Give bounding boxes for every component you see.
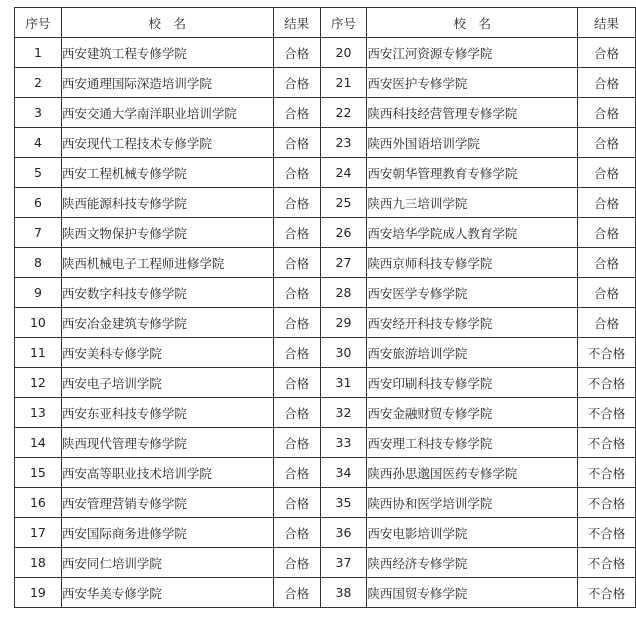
- school-name-cell: 西安通理国际深造培训学院: [61, 68, 273, 98]
- table-row: [15, 218, 636, 248]
- result-cell: 不合格: [578, 458, 636, 488]
- seq-cell: 8: [15, 248, 62, 278]
- seq-cell: 34: [320, 458, 367, 488]
- seq-cell: 23: [320, 128, 367, 158]
- table-row: [15, 458, 636, 488]
- header-name-left: 校 名: [61, 8, 273, 38]
- school-name-cell: 陕西现代管理专修学院: [61, 428, 273, 458]
- result-cell: 不合格: [578, 518, 636, 548]
- table-body: [15, 38, 636, 608]
- school-name-cell: 陕西国贸专修学院: [367, 578, 578, 608]
- seq-cell: 9: [15, 278, 62, 308]
- result-cell: 合格: [273, 98, 320, 128]
- result-cell: 合格: [578, 158, 636, 188]
- result-cell: 合格: [273, 248, 320, 278]
- seq-cell: 35: [320, 488, 367, 518]
- result-cell: 合格: [578, 248, 636, 278]
- header-result-right: 结果: [578, 8, 636, 38]
- school-name-cell: 西安工程机械专修学院: [61, 158, 273, 188]
- result-cell: 合格: [273, 38, 320, 68]
- table-row: [15, 398, 636, 428]
- school-name-cell: 陕西九三培训学院: [367, 188, 578, 218]
- seq-cell: 6: [15, 188, 62, 218]
- header-name-right: 校 名: [367, 8, 578, 38]
- table-row: [15, 248, 636, 278]
- result-cell: 合格: [578, 218, 636, 248]
- result-cell: 合格: [273, 308, 320, 338]
- table-row: [15, 338, 636, 368]
- school-name-cell: 西安电子培训学院: [61, 368, 273, 398]
- seq-cell: 7: [15, 218, 62, 248]
- seq-cell: 31: [320, 368, 367, 398]
- school-name-cell: 陕西能源科技专修学院: [61, 188, 273, 218]
- school-name-cell: 西安电影培训学院: [367, 518, 578, 548]
- header-seq-left: 序号: [15, 8, 62, 38]
- result-cell: 合格: [273, 218, 320, 248]
- schools-result-table: [14, 7, 636, 608]
- seq-cell: 13: [15, 398, 62, 428]
- result-cell: 合格: [578, 308, 636, 338]
- table-row: [15, 68, 636, 98]
- result-cell: 合格: [273, 488, 320, 518]
- school-name-cell: 陕西经济专修学院: [367, 548, 578, 578]
- seq-cell: 22: [320, 98, 367, 128]
- result-cell: 合格: [578, 68, 636, 98]
- result-cell: 合格: [273, 548, 320, 578]
- seq-cell: 5: [15, 158, 62, 188]
- seq-cell: 21: [320, 68, 367, 98]
- result-cell: 不合格: [578, 338, 636, 368]
- seq-cell: 37: [320, 548, 367, 578]
- school-name-cell: 西安现代工程技术专修学院: [61, 128, 273, 158]
- seq-cell: 12: [15, 368, 62, 398]
- seq-cell: 18: [15, 548, 62, 578]
- school-name-cell: 西安江河资源专修学院: [367, 38, 578, 68]
- table-row: [15, 518, 636, 548]
- school-name-cell: 陕西协和医学培训学院: [367, 488, 578, 518]
- school-name-cell: 西安医学专修学院: [367, 278, 578, 308]
- result-cell: 合格: [273, 188, 320, 218]
- school-name-cell: 陕西外国语培训学院: [367, 128, 578, 158]
- seq-cell: 27: [320, 248, 367, 278]
- result-cell: 合格: [578, 98, 636, 128]
- result-cell: 合格: [578, 188, 636, 218]
- result-cell: 合格: [273, 458, 320, 488]
- result-cell: 合格: [273, 398, 320, 428]
- result-cell: 合格: [578, 38, 636, 68]
- seq-cell: 1: [15, 38, 62, 68]
- result-cell: 不合格: [578, 578, 636, 608]
- seq-cell: 33: [320, 428, 367, 458]
- school-name-cell: 西安建筑工程专修学院: [61, 38, 273, 68]
- school-name-cell: 西安同仁培训学院: [61, 548, 273, 578]
- school-name-cell: 西安高等职业技术培训学院: [61, 458, 273, 488]
- seq-cell: 16: [15, 488, 62, 518]
- table-row: [15, 158, 636, 188]
- school-name-cell: 西安冶金建筑专修学院: [61, 308, 273, 338]
- seq-cell: 19: [15, 578, 62, 608]
- result-cell: 合格: [273, 428, 320, 458]
- school-name-cell: 西安交通大学南洋职业培训学院: [61, 98, 273, 128]
- table-row: [15, 578, 636, 608]
- seq-cell: 14: [15, 428, 62, 458]
- school-name-cell: 西安美科专修学院: [61, 338, 273, 368]
- table-row: [15, 368, 636, 398]
- result-cell: 合格: [578, 278, 636, 308]
- result-cell: 不合格: [578, 398, 636, 428]
- seq-cell: 26: [320, 218, 367, 248]
- school-name-cell: 陕西文物保护专修学院: [61, 218, 273, 248]
- result-cell: 合格: [273, 518, 320, 548]
- table-row: [15, 188, 636, 218]
- table-header: [15, 8, 636, 38]
- result-cell: 合格: [273, 278, 320, 308]
- school-name-cell: 西安数字科技专修学院: [61, 278, 273, 308]
- seq-cell: 25: [320, 188, 367, 218]
- school-name-cell: 西安管理营销专修学院: [61, 488, 273, 518]
- result-cell: 不合格: [578, 428, 636, 458]
- seq-cell: 28: [320, 278, 367, 308]
- table-row: [15, 548, 636, 578]
- header-result-left: 结果: [273, 8, 320, 38]
- table-row: [15, 488, 636, 518]
- school-name-cell: 西安培华学院成人教育学院: [367, 218, 578, 248]
- seq-cell: 32: [320, 398, 367, 428]
- seq-cell: 10: [15, 308, 62, 338]
- table-row: [15, 308, 636, 338]
- result-cell: 合格: [273, 128, 320, 158]
- seq-cell: 24: [320, 158, 367, 188]
- table-row: [15, 278, 636, 308]
- result-cell: 合格: [273, 68, 320, 98]
- result-cell: 不合格: [578, 488, 636, 518]
- school-name-cell: 陕西孙思邈国医药专修学院: [367, 458, 578, 488]
- table-row: [15, 128, 636, 158]
- school-name-cell: 陕西机械电子工程师进修学院: [61, 248, 273, 278]
- seq-cell: 30: [320, 338, 367, 368]
- table-row: [15, 98, 636, 128]
- school-name-cell: 西安朝华管理教育专修学院: [367, 158, 578, 188]
- school-name-cell: 西安金融财贸专修学院: [367, 398, 578, 428]
- school-name-cell: 西安华美专修学院: [61, 578, 273, 608]
- result-cell: 不合格: [578, 548, 636, 578]
- school-name-cell: 西安经开科技专修学院: [367, 308, 578, 338]
- school-name-cell: 西安印刷科技专修学院: [367, 368, 578, 398]
- seq-cell: 20: [320, 38, 367, 68]
- school-name-cell: 西安旅游培训学院: [367, 338, 578, 368]
- school-name-cell: 陕西京师科技专修学院: [367, 248, 578, 278]
- result-cell: 合格: [273, 578, 320, 608]
- result-cell: 合格: [578, 128, 636, 158]
- result-cell: 不合格: [578, 368, 636, 398]
- table-row: [15, 38, 636, 68]
- seq-cell: 38: [320, 578, 367, 608]
- school-name-cell: 西安理工科技专修学院: [367, 428, 578, 458]
- result-cell: 合格: [273, 368, 320, 398]
- header-row: [15, 8, 636, 38]
- school-name-cell: 陕西科技经营管理专修学院: [367, 98, 578, 128]
- seq-cell: 3: [15, 98, 62, 128]
- seq-cell: 2: [15, 68, 62, 98]
- table-row: [15, 428, 636, 458]
- seq-cell: 36: [320, 518, 367, 548]
- result-cell: 合格: [273, 338, 320, 368]
- seq-cell: 15: [15, 458, 62, 488]
- seq-cell: 4: [15, 128, 62, 158]
- seq-cell: 11: [15, 338, 62, 368]
- school-name-cell: 西安国际商务进修学院: [61, 518, 273, 548]
- result-cell: 合格: [273, 158, 320, 188]
- header-seq-right: 序号: [320, 8, 367, 38]
- seq-cell: 29: [320, 308, 367, 338]
- school-name-cell: 西安医护专修学院: [367, 68, 578, 98]
- seq-cell: 17: [15, 518, 62, 548]
- school-name-cell: 西安东亚科技专修学院: [61, 398, 273, 428]
